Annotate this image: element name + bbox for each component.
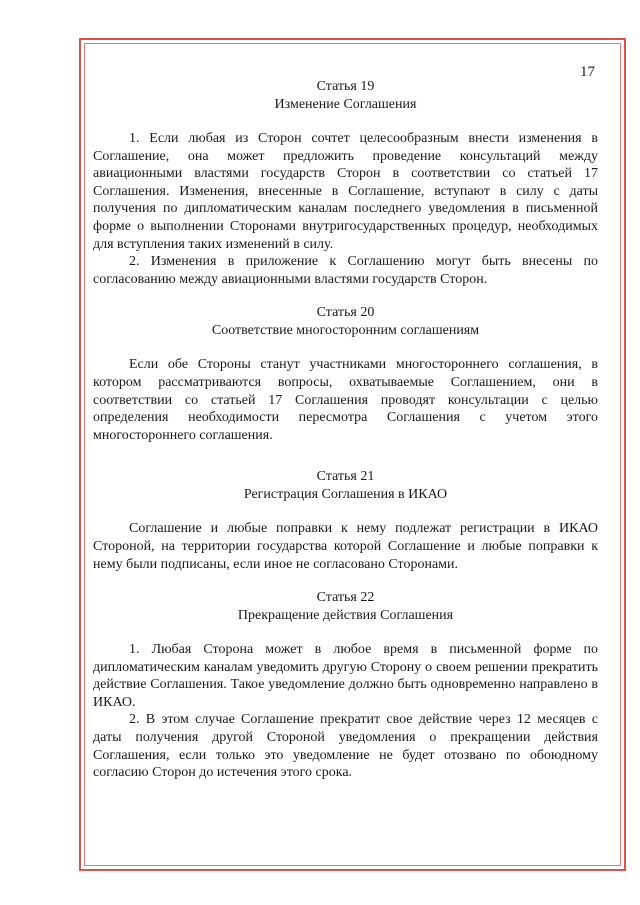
article-number: Статья 19 [316, 79, 375, 94]
article-20 [93, 304, 598, 444]
article-title: Соответствие многосторонним соглашениям [211, 323, 480, 339]
article-paragraph: Если обе Стороны станут участниками многостороннего соглашения, в котором рассматриваются вопросы, охватываемые Соглашением, они в соответствии со статьей 17 Соглашения проводят консультации с целью определения необходимости пересмотра Соглашения с учетом этого многостороннего соглашения. [93, 357, 598, 443]
article-title: Прекращение действия Соглашения [237, 608, 454, 624]
article-paragraph: Соглашение и любые поправки к нему подлежат регистрации в ИКАО Стороной, на территории государства которой Соглашение и любые поправки к нему были подписаны, если иное не согласовано Сторонами. [93, 521, 598, 572]
article-number: Статья 20 [316, 305, 375, 321]
article-number: Статья 21 [316, 469, 375, 485]
article-paragraph: 2. Изменения в приложение к Соглашению могут быть внесены по согласованию между авиационными властями государств Сторон. [93, 254, 598, 287]
article-19 [93, 78, 598, 288]
page-number: 17 [580, 64, 595, 80]
document-body [93, 78, 598, 782]
article-paragraph: 2. В этом случае Соглашение прекратит свое действие через 12 месяцев с даты получения другой Стороной уведомления о прекращении действия Соглашения, если только это уведомление не будет отозвано по обоюдному согласию Сторон до истечения этого срока. [93, 712, 598, 781]
article-paragraph: 1. Любая Сторона может в любое время в письменной форме по дипломатическим каналам уведомить другую Сторону о своем решении прекратить действие Соглашения. Такое уведомление должно быть одновременно направлено в ИКАО. [93, 642, 598, 710]
article-paragraph: 1. Если любая из Сторон сочтет целесообразным внести изменения в Соглашение, она может предложить проведение консультаций между авиационными властями государств Сторон в соответствии со статьей 17 Соглашения. Изменения, внесенные в Соглашение, вступают в силу с даты получения по дипломатическим каналам последнего уведомления в письменной форме о выполнении Сторонами внутригосударственных процедур, необходимых для вступления таких изменений в силу. [93, 131, 598, 252]
article-title: Изменение Соглашения [274, 97, 417, 112]
article-22 [93, 589, 598, 782]
article-title: Регистрация Соглашения в ИКАО [243, 487, 448, 503]
article-number: Статья 22 [316, 590, 375, 606]
article-21 [93, 468, 598, 573]
